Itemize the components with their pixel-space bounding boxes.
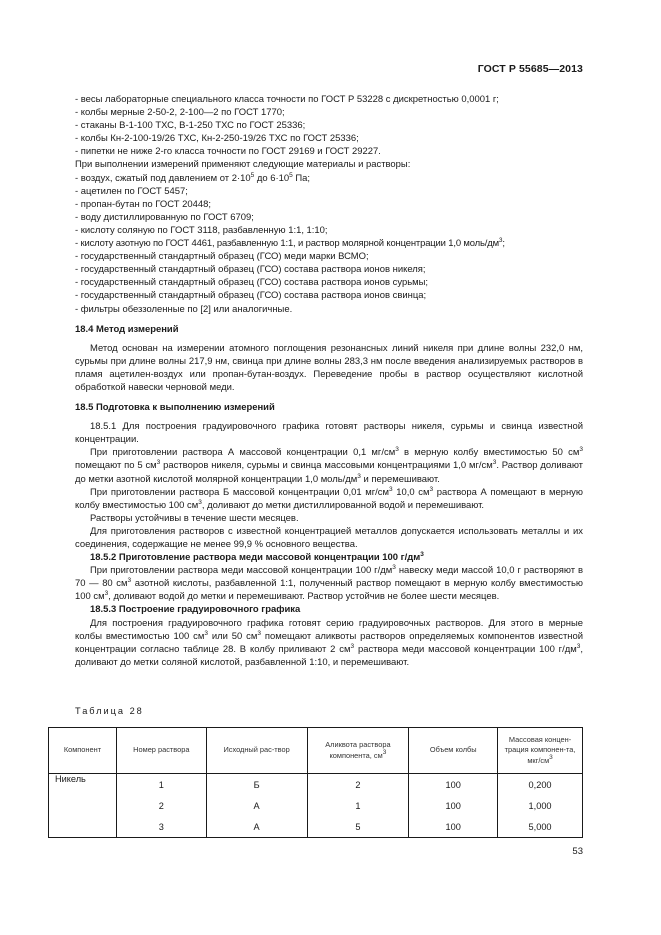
header-mass-concentration: Массовая концен-трация компонен-та, мкг/$см^3$	[498, 728, 583, 774]
table-row	[49, 774, 583, 796]
materials-intro: При выполнении измерений применяют следующие материалы и растворы:	[75, 159, 411, 171]
paragraph: 18.5.1 Для построения градуировочного графика готовят растворы никеля, сурьмы и свинца известной концентрации.	[75, 421, 583, 446]
header-solution-number: Номер раствора	[116, 728, 206, 774]
cell-flask-volume: 100	[409, 795, 498, 816]
page-body	[75, 93, 583, 669]
list-item: - государственный стандартный образец (ГСО) состава раствора ионов сурьмы;	[75, 277, 429, 289]
header-source-solution: Исходный рас-твор	[206, 728, 307, 774]
cell-source-solution: А	[206, 795, 307, 816]
list-item: - кислоту соляную по ГОСТ 3118, разбавленную 1:1, 1:10;	[75, 224, 328, 236]
section-heading-18-4: 18.4 Метод измерений	[75, 323, 179, 335]
cell-component: Никель	[49, 774, 117, 796]
paragraph: Для построения градуировочного графика готовят серию градуировочных растворов. Для этого в мерные колбы вместимостью 100 $см^3$ или 50 $см^3$ помещают аликвоты растворов определяемых компонентов известной концентрации согласно таблице 28. В колбу приливают 2 $см^3$ раствора меди массовой концентрации 100 $г/дм^3$, доливают до метки соляной кислотой, разбавленной 1:10, и перемешивают.	[75, 617, 583, 668]
table-28	[48, 727, 583, 838]
cell-aliquot: 1	[307, 795, 409, 816]
list-item: - колбы мерные 2-50-2, 2-100—2 по ГОСТ 1770;	[75, 107, 285, 119]
list-item: - воду дистиллированную по ГОСТ 6709;	[75, 211, 254, 223]
list-item: - стаканы В-1-100 ТХС, В-1-250 ТХС по ГОСТ 25336;	[75, 120, 306, 132]
list-item: - государственный стандартный образец (ГСО) состава раствора ионов свинца;	[75, 290, 427, 302]
paragraph: Для приготовления растворов с известной концентрацией металлов допускается использовать металлы и их соединения, содержащие не менее 99,9 % основного вещества.	[75, 525, 583, 550]
cell-concentration: 5,000	[498, 816, 583, 838]
cell-aliquot: 5	[307, 816, 409, 838]
cell-solution-number: 1	[116, 774, 206, 796]
section-heading-18-5: 18.5 Подготовка к выполнению измерений	[75, 402, 275, 414]
table-row	[49, 816, 583, 838]
paragraph: Растворы устойчивы в течение шести месяцев.	[90, 512, 299, 524]
cell-flask-volume: 100	[409, 816, 498, 838]
subsection-heading-18-5-2: 18.5.2 Приготовление раствора меди массовой концентрации 100 $г/дм^3$	[90, 551, 424, 564]
table-caption: Таблица 28	[75, 706, 144, 716]
page-number: 53	[572, 846, 583, 857]
paragraph: При приготовлении раствора Б массовой концентрации 0,01 $мг/см^3$ 10,0 $см^3$ раствора А помещают в мерную колбу вместимостью 100 $см^3$, доливают до метки дистиллированной водой и перемешивают.	[75, 485, 583, 511]
subsection-heading-18-5-3: 18.5.3 Построение градуировочного графика	[90, 604, 301, 616]
cell-source-solution: Б	[206, 774, 307, 796]
list-item: - фильтры обеззоленные по [2] или аналогичные.	[75, 303, 293, 315]
cell-solution-number: 2	[116, 795, 206, 816]
list-item: - колбы Кн-2-100-19/26 ТХС, Кн-2-250-19/26 ТХС по ГОСТ 25336;	[75, 133, 359, 145]
list-item: - государственный стандартный образец (ГСО) меди марки ВСМО;	[75, 251, 369, 263]
cell-component	[49, 816, 117, 838]
document-header: ГОСТ Р 55685—2013	[477, 63, 583, 75]
cell-aliquot: 2	[307, 774, 409, 796]
header-aliquot: Аликвота раствора компонента, $см^3$	[307, 728, 409, 774]
cell-concentration: 0,200	[498, 774, 583, 796]
paragraph: При приготовлении раствора А массовой концентрации 0,1 $мг/см^3$ в мерную колбу вместимостью 50 $см^3$ помещают по 5 $см^3$ растворов никеля, сурьмы и свинца массовыми концентрациями 1,0 $мг/см^3$. Раствор доливают до метки азотной кислотой молярной концентрации 1,0 моль/$дм^3$ и перемешивают.	[75, 446, 584, 485]
list-item-nitric: - кислоту азотную по ГОСТ 4461, разбавленную 1:1, и раствор молярной концентрации 1,0 моль/$дм^3$;	[75, 237, 505, 250]
list-item: - пипетки не ниже 2-го класса точности по ГОСТ 29169 и ГОСТ 29227.	[75, 146, 381, 158]
paragraph: При приготовлении раствора меди массовой концентрации 100 $г/дм^3$ навеску меди массой 10,0 г растворяют в 70 — 80 $см^3$ азотной кислоты, разбавленной 1:1, полученный раствор помещают в мерную колбу вместимостью 100 $см^3$, доливают водой до метки и перемешивают. Раствор устойчив не более шести месяцев.	[75, 564, 584, 603]
list-item: - государственный стандартный образец (ГСО) состава раствора ионов никеля;	[75, 264, 426, 276]
cell-flask-volume: 100	[409, 774, 498, 796]
table-row	[49, 795, 583, 816]
cell-concentration: 1,000	[498, 795, 583, 816]
list-item: - пропан-бутан по ГОСТ 20448;	[75, 198, 211, 210]
list-item: - весы лабораторные специального класса точности по ГОСТ Р 53228 с дискретностью 0,0001 г;	[75, 94, 499, 105]
cell-solution-number: 3	[116, 816, 206, 838]
paragraph: Метод основан на измерении атомного поглощения резонансных линий никеля при длине волны 232,0 нм, сурьмы при длине волны 217,9 нм, свинца при длине волны 283,3 нм после введения анализируемых растворов в пламя ацетилен-воздух или пропан-бутан-воздух. Переведение пробы в раствор осуществляют кислотной обработкой навески черновой меди.	[75, 342, 583, 393]
table-header-row	[49, 728, 583, 774]
list-item: - ацетилен по ГОСТ 5457;	[75, 185, 188, 197]
header-flask-volume: Объем колбы	[409, 728, 498, 774]
header-component: Компонент	[49, 728, 117, 774]
cell-source-solution: А	[206, 816, 307, 838]
list-item-air: - воздух, сжатый под давлением от $2\cdot 10^5$ до $6\cdot 10^5$ Па;	[75, 171, 311, 184]
cell-component	[49, 795, 117, 816]
